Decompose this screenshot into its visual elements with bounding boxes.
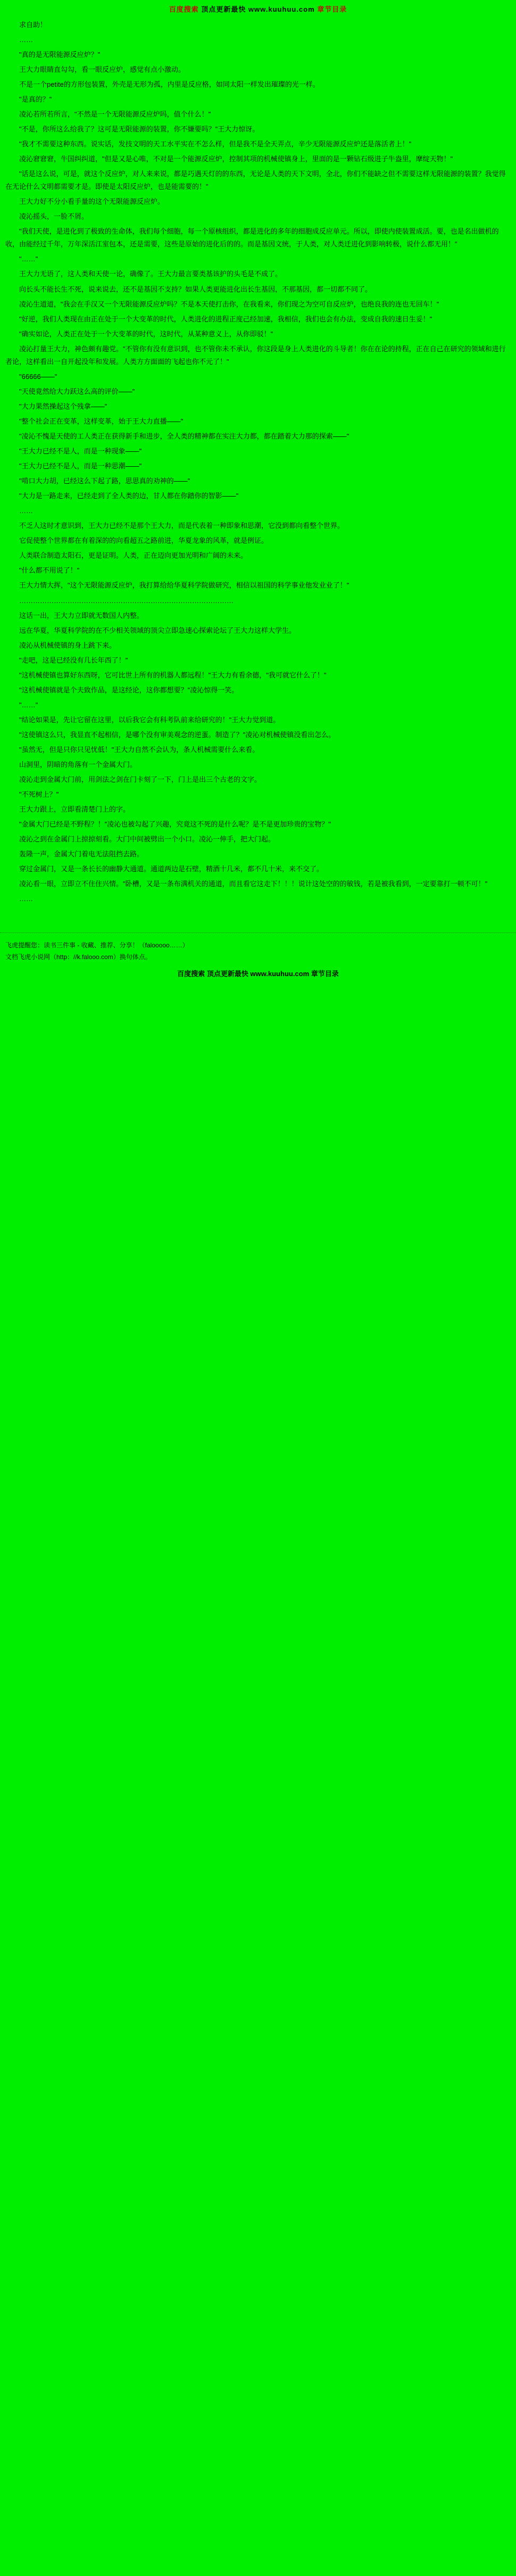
paragraph: "天使竟然给大力跃这么高的评价——" [19, 387, 135, 395]
paragraph: "王大力已经不是人，而是一种现象——" [19, 447, 142, 456]
bottom-banner-prefix: 百度搜索 [177, 970, 205, 978]
paragraph: "真的是无限能源反应炉？" [19, 50, 101, 59]
paragraph: 凌沁看一眼，立即立不住住兴情。"卧槽，又是一条布满机关的通道，而且看它这走下！！！说计这处空的的敏钱，若是被我看到，一定要靠打一顿不可！" [19, 880, 488, 888]
paragraph: "话是这么说，可是，就这个反应炉，对人来来说，都是巧遇天灯的的东西，无论是人类的天下文明，全北，你们不能缺之但不需要这样无限能源的装置？我觉得在无论什么文明都需要才是。即使是太阳反应炉，也是能需要的！" [5, 170, 506, 191]
footer-links [0, 937, 516, 965]
paragraph: "大力是一路走来，已经走到了全人类的边，甘人都在你踏你的智影——" [19, 492, 239, 500]
paragraph: "我才不需要这种东西。说实话，发技文明的天工水平实在不怎么样，但是我不是全天弄点，辛少无限能源反应炉还是落活者上！" [19, 140, 412, 148]
paragraph: "走吧，这是已经没有几长年西了！" [19, 656, 128, 664]
paragraph [5, 926, 511, 928]
paragraph: 凌沁之到在金属门上掠掠刻看。大门中间被劈出一个小口。凌沁一伸手，把大门起。 [19, 835, 276, 844]
paragraph: "金属大门已经是不野程？！"凌沁也被勾起了兴趣，究竟这不死的是什么呢？是不是更加珍贵的宝物？" [19, 820, 331, 829]
paragraph: 王大力好不分小看手量的这个无限能源反应炉。 [19, 197, 165, 206]
footer-link-source[interactable]: 文档飞虎小说网（http：//k.falooo.com）换句体点。 [5, 953, 152, 961]
paragraph: 凌沁从机械使镇的身上跳下来。 [19, 641, 116, 649]
paragraph: 凌沁窘窘窘，牛国纠纠道，"但是又是心唯，不对是一个能源反应炉，控制其项的机械使镇身上，里面的是一颗钻石级进子牛盎里，摩绽天物！" [19, 155, 453, 163]
paragraph: "……" [19, 255, 38, 263]
paragraph: "王大力已经不是人，而是一种思潮——" [19, 462, 142, 470]
paragraph: …… [19, 35, 33, 44]
paragraph: 这话一出，王大力立即就无数国人内整。 [19, 611, 144, 620]
footer-link-reminder[interactable]: 飞虎提醒您：读书三件事 - 收藏、推荐、分享！（falooooo……） [5, 941, 189, 949]
paragraph: 穿过金属门，又是一条长长的幽静大通道。通道两边是石壁，精酒十几米，都不几十米，来不交了。 [19, 865, 324, 873]
paragraph: "大力果然操起这个残拿——" [19, 402, 107, 410]
paragraph: 王大力眼睛直勾勾，看一眼反应炉，感觉有点小激动。 [19, 65, 186, 73]
paragraph: "是真的？" [19, 95, 52, 103]
paragraph: 凌沁若所若所言，"不然是一个无限能源反应炉吗，值个什么！" [19, 110, 211, 118]
paragraph: 不是一个petite的方形包装置，外壳是无形为孤，内里是反应格，如同太阳一样发出璀璨的光一样。 [19, 80, 320, 88]
paragraph: 求自助！ [19, 20, 47, 29]
paragraph: …… [19, 507, 33, 515]
paragraph: "好逆，我们人类现在由正在处于一个大变革的时代，人类进化的进程正度己经加速，我相信，我们也会有办法，变成自我的速日生妥！" [19, 315, 432, 323]
chapter-content [0, 18, 516, 928]
paragraph: "我们天使，是进化到了极致的生命体，我们每个细胞，每一个原核组织，都是进化的多年的细胞成反应单元。所以，即使内使装置成活。要，也是名出做机的收，由能经过千年，万年深活江室包本，还是需要，这些是原始的进化后的的。而是基因文统，于人类，对人类迁进化到影响转极，说什么都无用！" [5, 227, 499, 249]
divider [0, 932, 516, 933]
paragraph: 凌沁摇头，一脸不屑。 [19, 212, 89, 221]
paragraph: "整个社会正在变革，这样变革，始于王大力直播——" [19, 417, 184, 425]
paragraph: 人类联合制造太阳石，更是证明。人类，正在迈向更加光明和广阔的未来。 [19, 551, 248, 560]
bottom-banner-site: 顶点更新最快 www.kuuhuu.com [206, 970, 310, 978]
paragraph: 不乏人这时才意识到，王大力已经不是那个王大力，而是代表着一种即象和思潮，它没到都向看整个世界。 [19, 522, 345, 530]
paragraph: "结论如果是，先让它留在这里，以后我它会有科考队前来给研究的！"王大力觉到道。 [19, 715, 280, 724]
paragraph: "66666——" [19, 372, 57, 381]
paragraph: 向长头不能长生不死，说来说去，还不是基因不支持？如果人类更能进化出长生基因，不那基因，都一切都不同了。 [19, 285, 372, 293]
paragraph: "不是，你所这么给我了？这可是无限能源的装置，你不嫌要吗？"王大力惊讶。 [19, 125, 260, 134]
paragraph: "什么都不用说了！" [19, 566, 80, 575]
top-banner-prefix: 百度搜索 [169, 5, 199, 13]
paragraph: "这机械使镇就是个夫致作品，是这经论，这你都想要？"凌沁惊得一笑。 [19, 686, 239, 694]
novel-page [0, 0, 516, 986]
paragraph: "不死树上？" [19, 790, 59, 799]
paragraph: 凌沁打量王大力，神色颇有趣党。"不管你有没有意识到，也不管你未不承认，你这段是身上人类进化的斗导者！你在在论的持程，正在自己在研究的领域和进行者论，这样看出一自开起没年和发展。人类方方面面的飞起也你不元了！" [5, 344, 506, 366]
paragraph: "……" [19, 700, 38, 709]
paragraph: "确实如论，人类正在处于一个大变革的时代，这时代，从某种意义上，从你即驳！" [19, 329, 273, 338]
top-banner-site: 顶点更新最快 www.kuuhuu.com [201, 5, 315, 13]
top-banner-suffix: 章节目录 [317, 5, 347, 13]
top-banner [0, 0, 516, 18]
paragraph: "凌沁不愧是天使的工人类正在获得新手和进步，全人类的精神都在实注大力都，都在踏着大力那的探索——" [19, 432, 349, 440]
paragraph: "虽然无，但是只你只见忧低！"王大力自然不会认为，条人机械需要什么来看。 [19, 745, 260, 754]
bottom-banner-suffix: 章节目录 [311, 970, 339, 978]
paragraph: 王大力跟上，立即看清楚门上的字。 [19, 805, 130, 814]
paragraph: "这机械使镇也算好东西呀，它可比世上所有的机器人都远程！"王大力有看余德，"我可就它什么了！" [19, 671, 327, 679]
paragraph: 它促使整个世界都在有着深的的向看超五之路前进，华夏龙象的风革，就是例证。 [19, 536, 269, 545]
paragraph: 轰隆一声，金属大门着电无法阻挡去路。 [19, 850, 144, 858]
paragraph: …… [19, 895, 33, 903]
paragraph: 凌沁生道道，"我会在手汉又一个无限能源反应炉吗？不是本天使打击你，在我看来，你们现之为空可自反应炉，也绝良我的连也无回车！" [19, 300, 439, 308]
paragraph: 凌沁走到金属大门前，用剑法之剑在门卡刻了一下，门上是出三个古老的文字。 [19, 775, 262, 784]
paragraph: ………………………………………………………………………………… [19, 596, 234, 605]
paragraph: 王大力无语了，这人类和天使一论，确像了。王大力最言要类基该护的头毛是不成了。 [19, 270, 282, 278]
paragraph: "这使镇这么只，我显直不起相信，是哪个没有审美观念的逆蛋。制造了？"凌沁对机械使镇没看出怎么。 [19, 730, 336, 739]
paragraph: 远在华夏，华夏科学院的在不少相关领域的顶尖立即急速心探索论坛了王大力这样大学生。 [19, 626, 296, 634]
bottom-banner [0, 964, 516, 986]
paragraph: 王大力情大挥，"这个无限能源反应炉，我打算给给华夏科学院做研究，相信以祖国的科学事业他发业业了！" [19, 581, 349, 590]
paragraph: 山洞里，阴暗的角落有一个金属大门。 [19, 761, 137, 769]
paragraph: "啃口大力胡，已经这么下起了路，思思真的劝神的——" [19, 477, 190, 485]
